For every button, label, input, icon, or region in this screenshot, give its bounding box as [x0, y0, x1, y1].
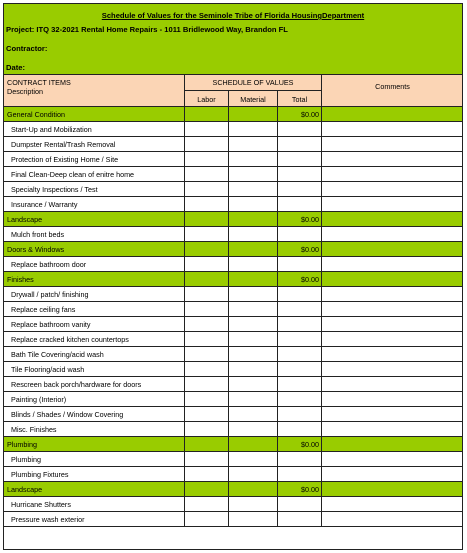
material-cell[interactable]: [229, 272, 278, 287]
comments-header: Comments: [322, 75, 463, 107]
project-line: Project: ITQ 32-2021 Rental Home Repairs - 1011 Bridlewood Way, Brandon FL: [6, 25, 288, 34]
total-cell[interactable]: $0.00: [278, 212, 322, 227]
material-cell[interactable]: [229, 212, 278, 227]
table-row: [4, 377, 464, 392]
total-cell[interactable]: [278, 317, 322, 332]
material-cell[interactable]: [229, 392, 278, 407]
material-cell[interactable]: [229, 422, 278, 437]
labor-cell[interactable]: [185, 152, 229, 167]
material-cell[interactable]: [229, 122, 278, 137]
material-cell[interactable]: [229, 302, 278, 317]
total-cell[interactable]: [278, 497, 322, 512]
table-row: [4, 512, 464, 527]
labor-cell[interactable]: [185, 227, 229, 242]
item-label: Protection of Existing Home / Site: [4, 152, 185, 167]
total-cell[interactable]: $0.00: [278, 242, 322, 257]
item-label: Final Clean-Deep clean of enitre home: [4, 167, 185, 182]
material-cell[interactable]: [229, 197, 278, 212]
comments-cell[interactable]: [322, 227, 463, 242]
comments-cell[interactable]: [322, 497, 463, 512]
labor-cell[interactable]: [185, 422, 229, 437]
material-cell[interactable]: [229, 287, 278, 302]
table-row: [4, 287, 464, 302]
labor-cell[interactable]: [185, 347, 229, 362]
material-cell[interactable]: [229, 227, 278, 242]
table-row: [4, 407, 464, 422]
labor-cell[interactable]: [185, 437, 229, 452]
item-label: Plumbing: [4, 452, 185, 467]
comments-cell[interactable]: [322, 512, 463, 527]
labor-cell[interactable]: [185, 242, 229, 257]
item-label: Replace cracked kitchen countertops: [4, 332, 185, 347]
comments-cell[interactable]: [322, 377, 463, 392]
material-cell[interactable]: [229, 497, 278, 512]
table-row: [4, 332, 464, 347]
item-label: Replace bathroom door: [4, 257, 185, 272]
section-row: [4, 107, 464, 122]
total-cell[interactable]: [278, 197, 322, 212]
comments-cell[interactable]: [322, 347, 463, 362]
item-label: Misc. Finishes: [4, 422, 185, 437]
total-cell[interactable]: [278, 302, 322, 317]
comments-cell[interactable]: [322, 317, 463, 332]
table-row: [4, 167, 464, 182]
comments-cell[interactable]: [322, 422, 463, 437]
description-label: Description: [7, 87, 43, 96]
comments-cell[interactable]: [322, 152, 463, 167]
item-label: Painting (Interior): [4, 392, 185, 407]
schedule-of-values-header: SCHEDULE OF VALUES: [185, 75, 322, 91]
comments-cell[interactable]: [322, 482, 463, 497]
item-label: Pressure wash exterior: [4, 512, 185, 527]
comments-cell[interactable]: [322, 122, 463, 137]
material-cell[interactable]: [229, 512, 278, 527]
item-label: Rescreen back porch/hardware for doors: [4, 377, 185, 392]
contractor-label: Contractor:: [6, 44, 48, 53]
labor-cell[interactable]: [185, 362, 229, 377]
comments-cell[interactable]: [322, 197, 463, 212]
material-cell[interactable]: [229, 152, 278, 167]
section-label: Landscape: [4, 482, 185, 497]
section-label: Plumbing: [4, 437, 185, 452]
table-row: [4, 137, 464, 152]
labor-cell[interactable]: [185, 107, 229, 122]
material-cell[interactable]: [229, 182, 278, 197]
total-cell[interactable]: $0.00: [278, 437, 322, 452]
item-label: Replace bathroom vanity: [4, 317, 185, 332]
labor-cell[interactable]: [185, 167, 229, 182]
labor-cell[interactable]: [185, 137, 229, 152]
labor-cell[interactable]: [185, 317, 229, 332]
section-row: [4, 212, 464, 227]
item-label: Insurance / Warranty: [4, 197, 185, 212]
schedule-table: [3, 74, 463, 527]
comments-cell[interactable]: [322, 467, 463, 482]
section-label: Landscape: [4, 212, 185, 227]
material-cell[interactable]: [229, 347, 278, 362]
material-cell[interactable]: [229, 482, 278, 497]
item-label: Blinds / Shades / Window Covering: [4, 407, 185, 422]
section-label: Finishes: [4, 272, 185, 287]
total-cell[interactable]: [278, 152, 322, 167]
total-cell[interactable]: [278, 422, 322, 437]
table-row: [4, 422, 464, 437]
section-row: [4, 482, 464, 497]
comments-cell[interactable]: [322, 137, 463, 152]
total-cell[interactable]: [278, 167, 322, 182]
document-title: Schedule of Values for the Seminole Tribe of Florida HousingDepartment: [101, 11, 365, 20]
table-row: [4, 497, 464, 512]
material-cell[interactable]: [229, 437, 278, 452]
document-header: [4, 4, 462, 74]
comments-cell[interactable]: [322, 242, 463, 257]
labor-cell[interactable]: [185, 452, 229, 467]
item-label: Specialty Inspections / Test: [4, 182, 185, 197]
comments-cell[interactable]: [322, 332, 463, 347]
labor-cell[interactable]: [185, 212, 229, 227]
comments-cell[interactable]: [322, 437, 463, 452]
material-cell[interactable]: [229, 362, 278, 377]
material-cell[interactable]: [229, 167, 278, 182]
item-label: Bath Tile Covering/acid wash: [4, 347, 185, 362]
labor-cell[interactable]: [185, 302, 229, 317]
item-label: Tile Flooring/acid wash: [4, 362, 185, 377]
material-header: Material: [229, 91, 278, 107]
comments-cell[interactable]: [322, 212, 463, 227]
labor-cell[interactable]: [185, 467, 229, 482]
total-cell[interactable]: [278, 377, 322, 392]
material-cell[interactable]: [229, 242, 278, 257]
total-cell[interactable]: [278, 122, 322, 137]
comments-cell[interactable]: [322, 272, 463, 287]
material-cell[interactable]: [229, 332, 278, 347]
table-row: [4, 152, 464, 167]
labor-cell[interactable]: [185, 497, 229, 512]
labor-cell[interactable]: [185, 392, 229, 407]
table-row: [4, 122, 464, 137]
total-cell[interactable]: [278, 182, 322, 197]
material-cell[interactable]: [229, 407, 278, 422]
total-cell[interactable]: [278, 362, 322, 377]
section-row: [4, 242, 464, 257]
comments-cell[interactable]: [322, 407, 463, 422]
table-row: [4, 182, 464, 197]
total-cell[interactable]: [278, 287, 322, 302]
total-cell[interactable]: [278, 452, 322, 467]
comments-cell[interactable]: [322, 182, 463, 197]
item-label: Replace ceiling fans: [4, 302, 185, 317]
table-row: [4, 452, 464, 467]
total-cell[interactable]: [278, 227, 322, 242]
total-cell[interactable]: [278, 407, 322, 422]
comments-cell[interactable]: [322, 167, 463, 182]
labor-cell[interactable]: [185, 287, 229, 302]
item-label: Hurricane Shutters: [4, 497, 185, 512]
labor-cell[interactable]: [185, 512, 229, 527]
section-row: [4, 272, 464, 287]
table-row: [4, 197, 464, 212]
labor-cell[interactable]: [185, 257, 229, 272]
total-cell[interactable]: $0.00: [278, 272, 322, 287]
material-cell[interactable]: [229, 107, 278, 122]
section-row: [4, 437, 464, 452]
item-label: Drywall / patch/ finishing: [4, 287, 185, 302]
total-cell[interactable]: [278, 137, 322, 152]
section-label: Doors & Windows: [4, 242, 185, 257]
total-cell[interactable]: $0.00: [278, 482, 322, 497]
comments-cell[interactable]: [322, 452, 463, 467]
item-label: Plumbing Fixtures: [4, 467, 185, 482]
total-cell[interactable]: [278, 467, 322, 482]
labor-cell[interactable]: [185, 377, 229, 392]
comments-cell[interactable]: [322, 257, 463, 272]
contract-items-header: [4, 75, 185, 107]
comments-cell[interactable]: [322, 287, 463, 302]
table-row: [4, 347, 464, 362]
contract-items-label: CONTRACT ITEMS: [7, 78, 71, 87]
total-cell[interactable]: [278, 257, 322, 272]
total-cell[interactable]: [278, 347, 322, 362]
material-cell[interactable]: [229, 452, 278, 467]
section-label: General Condition: [4, 107, 185, 122]
total-cell[interactable]: [278, 332, 322, 347]
total-header: Total: [278, 91, 322, 107]
material-cell[interactable]: [229, 257, 278, 272]
total-cell[interactable]: $0.00: [278, 107, 322, 122]
labor-cell[interactable]: [185, 197, 229, 212]
table-row: [4, 257, 464, 272]
material-cell[interactable]: [229, 377, 278, 392]
comments-cell[interactable]: [322, 302, 463, 317]
labor-cell[interactable]: [185, 332, 229, 347]
total-cell[interactable]: [278, 512, 322, 527]
comments-cell[interactable]: [322, 392, 463, 407]
date-label: Date:: [6, 63, 25, 72]
table-body: [4, 107, 464, 527]
labor-cell[interactable]: [185, 272, 229, 287]
material-cell[interactable]: [229, 137, 278, 152]
material-cell[interactable]: [229, 317, 278, 332]
item-label: Start-Up and Mobilization: [4, 122, 185, 137]
comments-cell[interactable]: [322, 362, 463, 377]
labor-cell[interactable]: [185, 182, 229, 197]
labor-cell[interactable]: [185, 407, 229, 422]
item-label: Dumpster Rental/Trash Removal: [4, 137, 185, 152]
table-row: [4, 302, 464, 317]
total-cell[interactable]: [278, 392, 322, 407]
table-row: [4, 392, 464, 407]
item-label: Mulch front beds: [4, 227, 185, 242]
table-row: [4, 362, 464, 377]
labor-cell[interactable]: [185, 122, 229, 137]
table-row: [4, 467, 464, 482]
labor-header: Labor: [185, 91, 229, 107]
comments-cell[interactable]: [322, 107, 463, 122]
table-row: [4, 317, 464, 332]
material-cell[interactable]: [229, 467, 278, 482]
labor-cell[interactable]: [185, 482, 229, 497]
schedule-of-values-sheet: [3, 3, 463, 550]
table-row: [4, 227, 464, 242]
